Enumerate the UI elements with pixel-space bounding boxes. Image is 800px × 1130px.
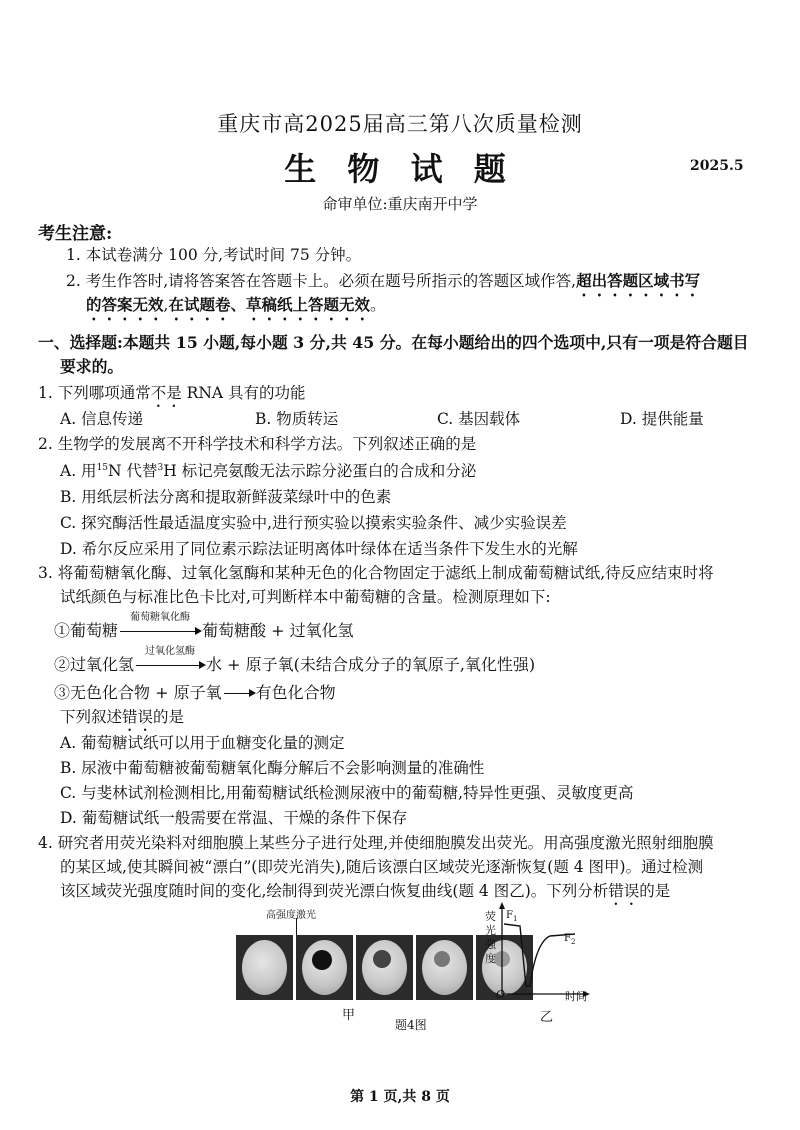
q1-stem-emphasis: 不是 (150, 384, 182, 402)
section-1-heading-cont: 要求的。 (60, 357, 124, 376)
exam-date: 2025.5 (690, 158, 744, 174)
notice-item-2-comma: , (163, 296, 169, 314)
q3-reaction-3 (54, 680, 336, 703)
cell-image-2 (296, 935, 353, 1000)
question-4-stem-2: 的某区域,使其瞬间被“漂白”(即荧光消失),随后该漂白区域荧光逐渐恢复(题 4 图甲)。通过检测 (60, 858, 704, 876)
notice-item-2-emphasis-3: 在试题卷、草稿纸上答题无效 (168, 295, 370, 314)
q3-r2-reactant: ②过氧化氢 (54, 655, 135, 674)
label-f2-sub: 2 (570, 938, 576, 946)
q3-ask-emphasis: 错误 (122, 708, 154, 726)
exam-title: 重庆市高2025届高三第八次质量检测 (217, 112, 583, 136)
notice-item-1: 1. 本试卷满分 100 分,考试时间 75 分钟。 (66, 246, 362, 264)
laser-label: 高强度激光 (266, 910, 316, 921)
notice-item-2-emphasis-1: 超出答题区域书写 (576, 271, 701, 290)
y-axis-arrow (499, 902, 505, 909)
y-axis-char-4: 度 (485, 952, 496, 965)
label-f1-sub: 1 (512, 915, 518, 923)
q4-stem-3-post: 的是 (639, 882, 671, 900)
q2-a-sup-2: 3 (157, 462, 164, 473)
notice-item-2-line-2 (86, 294, 385, 324)
q2-a-pre: A. 用 (60, 462, 97, 480)
q2-a-mid: N 代替 (108, 462, 158, 480)
figure-caption: 题4图 (395, 1018, 427, 1032)
x-axis-label: 时间 (565, 990, 587, 1003)
q1-option-b: B. 物质转运 (255, 410, 339, 428)
q3-reaction-2 (54, 646, 536, 675)
q3-r2-arrow (136, 646, 204, 674)
cell-image-1 (236, 935, 293, 1000)
y-axis-label (485, 910, 497, 966)
notice-item-2-emphasis-2: 的答案无效 (86, 295, 164, 314)
q3-r1-arrow (120, 612, 200, 640)
q3-r2-enzyme: 过氧化氢酶 (145, 646, 196, 657)
q3-r1-reactant: ①葡萄糖 (54, 621, 119, 640)
q4-stem-3-pre: 该区域荧光强度随时间的变化,绘制得到荧光漂白恢复曲线(题 4 图乙)。下列分析 (60, 882, 609, 900)
q3-r1-products: 葡萄糖酸 + 过氧化氢 (202, 621, 354, 640)
label-f1 (506, 910, 517, 923)
q3-r3-arrow (224, 683, 254, 702)
q1-stem-pre: 1. 下列哪项通常 (38, 384, 151, 402)
q3-option-d: D. 葡萄糖试纸一般需要在常温、干燥的条件下保存 (60, 809, 408, 827)
q2-option-c: C. 探究酶活性最适温度实验中,进行预实验以摸索实验条件、减少实验误差 (60, 514, 567, 532)
page-footer: 第 1 页,共 8 页 (350, 1089, 450, 1105)
question-3-stem-2: 试纸颜色与标准比色卡比对,可判断样本中葡萄糖的含量。检测原理如下: (60, 588, 551, 606)
notice-title: 考生注意: (38, 224, 113, 244)
q1-option-d: D. 提供能量 (620, 410, 704, 428)
q3-r2-products: 水 + 原子氧(未结合成分子的氧原子,氧化性强) (206, 655, 536, 674)
label-f1-letter: F (506, 910, 513, 921)
laser-beam-line (296, 918, 297, 936)
y-axis-char-1: 荧 (485, 910, 496, 923)
notice-item-2-text: 2. 考生作答时,请将答案答在答题卡上。必须在题号所指示的答题区域作答, (66, 272, 577, 290)
q2-option-d: D. 希尔反应采用了同位素示踪法证明离体叶绿体在适当条件下发生水的光解 (60, 540, 578, 558)
q2-a-sup-1: 15 (96, 462, 109, 473)
figure-label-jia: 甲 (342, 1008, 356, 1023)
y-axis-char-2: 光 (485, 924, 496, 937)
q3-ask-pre: 下列叙述 (60, 708, 123, 726)
q1-stem-post: RNA 具有的功能 (181, 384, 306, 402)
q1-option-a: A. 信息传递 (60, 410, 144, 428)
q3-ask-post: 的是 (153, 708, 185, 726)
setter-unit: 命审单位:重庆南开中学 (322, 195, 478, 213)
q3-r3-product: 有色化合物 (255, 683, 336, 702)
recovery-curve-graph (480, 902, 620, 1022)
q3-option-c: C. 与斐林试剂检测相比,用葡萄糖试纸检测尿液中的葡萄糖,特异性更强、灵敏度更高 (60, 784, 634, 802)
cell-image-4 (416, 935, 473, 1000)
subject-title: 生 物 试 题 (284, 150, 516, 188)
q3-r1-enzyme: 葡萄糖氧化酶 (130, 612, 191, 623)
y-axis-char-3: 强 (485, 938, 496, 951)
q3-reaction-1 (54, 612, 354, 641)
q1-option-c: C. 基因载体 (437, 410, 521, 428)
q4-stem-3-emphasis: 错误 (608, 882, 640, 900)
q3-option-a: A. 葡萄糖试纸可以用于血糖变化量的测定 (60, 734, 345, 752)
label-f2-letter: F (564, 933, 571, 944)
label-f2 (564, 933, 575, 946)
cell-image-3 (356, 935, 413, 1000)
question-3-stem-1: 3. 将葡萄糖氧化酶、过氧化氢酶和某种无色的化合物固定于滤纸上制成葡萄糖试纸,待反应结束时将 (38, 564, 714, 582)
figure-label-yi: 乙 (540, 1010, 554, 1025)
q2-a-post: H 标记亮氨酸无法示踪分泌蛋白的合成和分泌 (163, 462, 477, 480)
q3-r3-reactants: ③无色化合物 + 原子氧 (54, 683, 222, 702)
section-1-heading: 一、选择题:本题共 15 小题,每小题 3 分,共 45 分。在每小题给出的四个选项中,只有一项是符合题目 (38, 333, 749, 352)
q2-option-b: B. 用纸层析法分离和提取新鲜菠菜绿叶中的色素 (60, 488, 392, 506)
q3-option-b: B. 尿液中葡萄糖被葡萄糖氧化酶分解后不会影响测量的准确性 (60, 759, 485, 777)
question-4-stem-1: 4. 研究者用荧光染料对细胞膜上某些分子进行处理,并使细胞膜发出荧光。用高强度激光照射细胞膜 (38, 834, 714, 852)
q2-option-a (60, 459, 476, 481)
question-2-stem: 2. 生物学的发展离不开科学技术和科学方法。下列叙述正确的是 (38, 435, 477, 453)
notice-item-2-end: 。 (369, 296, 386, 314)
origin-label: O (496, 988, 506, 1001)
